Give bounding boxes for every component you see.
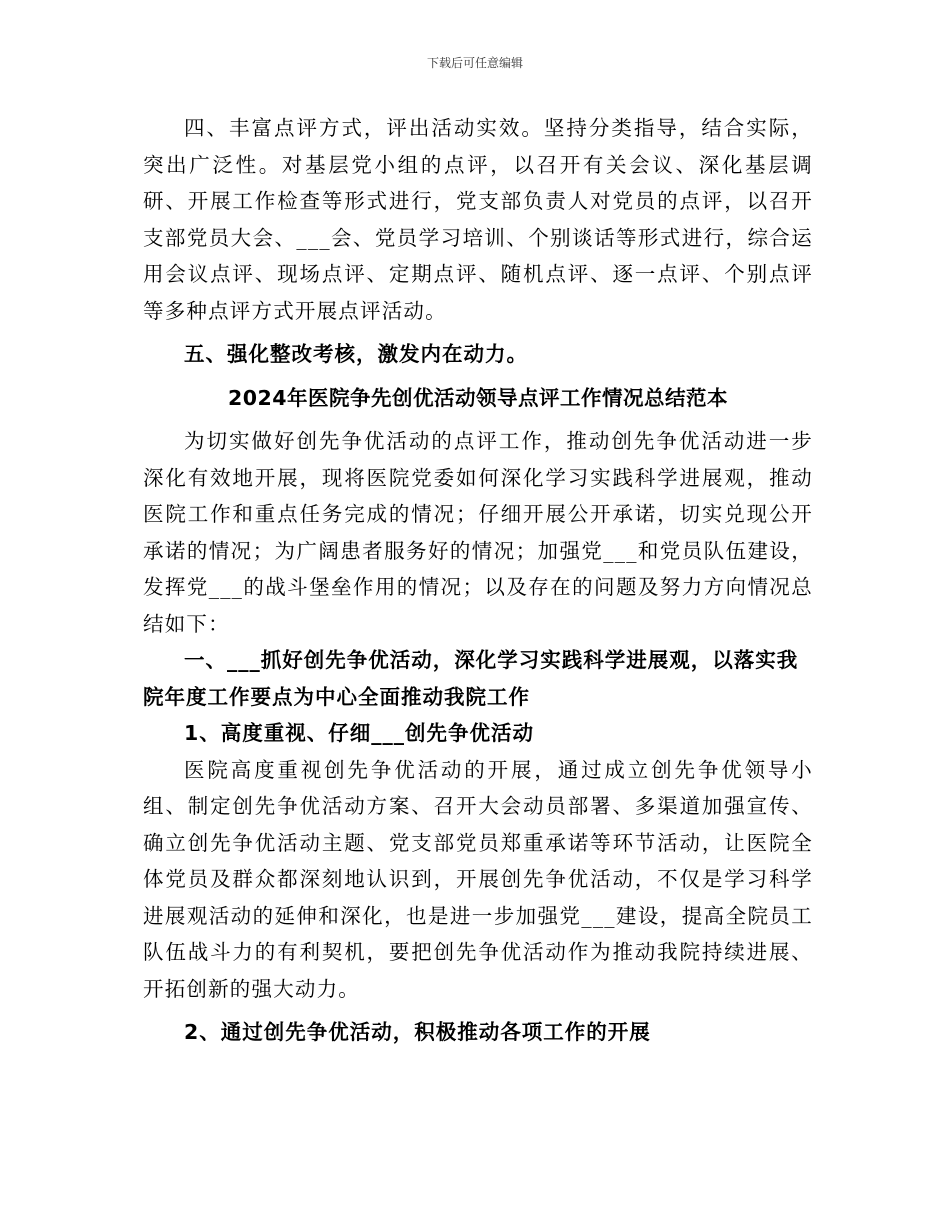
document-title: 2024年医院争先创优活动领导点评工作情况总结范本 bbox=[227, 385, 729, 410]
heading-subsection-1-2: 2、通过创先争优活动，积极推动各项工作的开展 bbox=[184, 1020, 651, 1044]
heading-subsection-1-1: 1、高度重视、仔细___创先争优活动 bbox=[184, 721, 535, 745]
heading-rectification: 五、强化整改考核，激发内在动力。 bbox=[184, 342, 528, 366]
paragraph-rich-evaluation: 四、丰富点评方式，评出活动实效。坚持分类指导，结合实际，突出广泛性。对基层党小组的点评，以召开有关会议、深化基层调研、开展工作检查等形式进行，党支部负责人对党员的点评，以召开支部党员大会、___会、党员学习培训、个别谈话等形式进行，综合运用会议点评、现场点评、定期点评、随机点评、逐一点评、个别点评等多种点评方式开展点评活动。 bbox=[143, 116, 813, 323]
document-body bbox=[143, 110, 813, 1051]
paragraph-high-attention: 医院高度重视创先争优活动的开展，通过成立创先争优领导小组、制定创先争优活动方案、召开大会动员部署、多渠道加强宣传、确立创先争优活动主题、党支部党员郑重承诺等环节活动，让医院全体党员及群众都深刻地认识到，开展创先争优活动，不仅是学习科学进展观活动的延伸和深化，也是进一步加强党___建设，提高全院员工队伍战斗力的有利契机，要把创先争优活动作为推动我院持续进展、开拓创新的强大动力。 bbox=[143, 757, 813, 1001]
page-header-note: 下载后可任意编辑 bbox=[426, 56, 523, 70]
heading-section-1: 一、___抓好创先争优活动，深化学习实践科学进展观，以落实我院年度工作要点为中心全面推动我院工作 bbox=[143, 648, 799, 709]
paragraph-intro: 为切实做好创先争优活动的点评工作，推动创先争优活动进一步深化有效地开展，现将医院党委如何深化学习实践科学进展观，推动医院工作和重点任务完成的情况；仔细开展公开承诺，切实兑现公开承诺的情况；为广阔患者服务好的情况；加强党___和党员队伍建设，发挥党___的战斗堡垒作用的情况；以及存在的问题及努力方向情况总结如下： bbox=[143, 429, 813, 636]
